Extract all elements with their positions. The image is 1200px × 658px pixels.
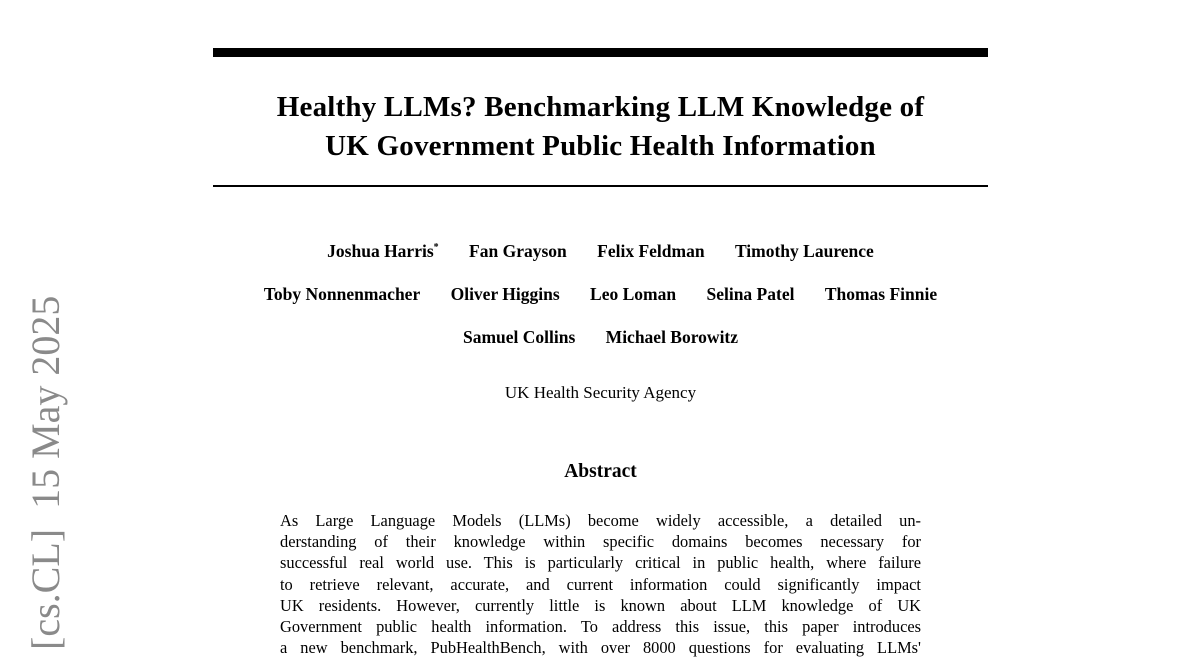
author-name-text: Michael Borowitz	[605, 327, 739, 347]
paper-title	[213, 88, 988, 166]
author-timothy-laurence	[735, 241, 874, 261]
title-rule-bottom	[213, 185, 988, 187]
abstract-line: a new benchmark, PubHealthBench, with over 8000 questions for evaluating LLMs'	[280, 638, 921, 658]
authors-row-2	[213, 284, 988, 305]
author-michael-borowitz	[606, 327, 738, 347]
author-footnote-marker: *	[433, 242, 439, 254]
author-name-text: Toby Nonnenmacher	[263, 284, 421, 304]
author-name-text: Timothy Laurence	[734, 241, 874, 261]
author-name-text: Oliver Higgins	[450, 284, 560, 304]
authors-row-3	[213, 327, 988, 348]
paper-page	[213, 0, 988, 658]
abstract-line: derstanding of their knowledge within specific domains becomes necessary for	[280, 532, 921, 552]
authors-row-1	[213, 241, 988, 262]
author-name-text: Fan Grayson	[469, 241, 567, 261]
author-name-text: Samuel Collins	[462, 327, 576, 347]
author-name-text: Thomas Finnie	[824, 284, 938, 304]
author-name-text: Joshua Harris	[327, 241, 434, 261]
abstract-heading: Abstract	[564, 461, 637, 482]
title-rule-top	[213, 48, 988, 57]
abstract-line: Government public health information. To address this issue, this paper introduces	[280, 617, 921, 637]
author-leo-loman	[590, 284, 676, 304]
author-name-text: Leo Loman	[590, 284, 677, 304]
arxiv-watermark: [cs.CL] 15 May 2025	[23, 295, 68, 650]
author-name-text: Felix Feldman	[597, 241, 705, 261]
author-selina-patel	[706, 284, 794, 304]
abstract-line: to retrieve relevant, accurate, and current information could significantly impact	[280, 574, 921, 594]
paper-title-line2: UK Government Public Health Information	[325, 130, 876, 162]
author-samuel-collins	[463, 327, 575, 347]
author-name-text: Selina Patel	[706, 284, 795, 304]
author-fan-grayson	[469, 241, 567, 261]
abstract-line: successful real world use. This is particularly critical in public health, where failure	[280, 553, 921, 573]
paper-title-line1: Healthy LLMs? Benchmarking LLM Knowledge of	[276, 91, 925, 123]
author-joshua-harris	[327, 241, 438, 261]
author-oliver-higgins	[451, 284, 560, 304]
author-felix-feldman	[597, 241, 704, 261]
abstract-line: UK residents. However, currently little is known about LLM knowledge of UK	[280, 595, 921, 615]
abstract-line: As Large Language Models (LLMs) become widely accessible, a detailed un-	[280, 511, 921, 530]
affiliation: UK Health Security Agency	[504, 383, 697, 402]
abstract-text	[280, 510, 921, 658]
author-toby-nonnenmacher	[264, 284, 420, 304]
author-thomas-finnie	[825, 284, 937, 304]
